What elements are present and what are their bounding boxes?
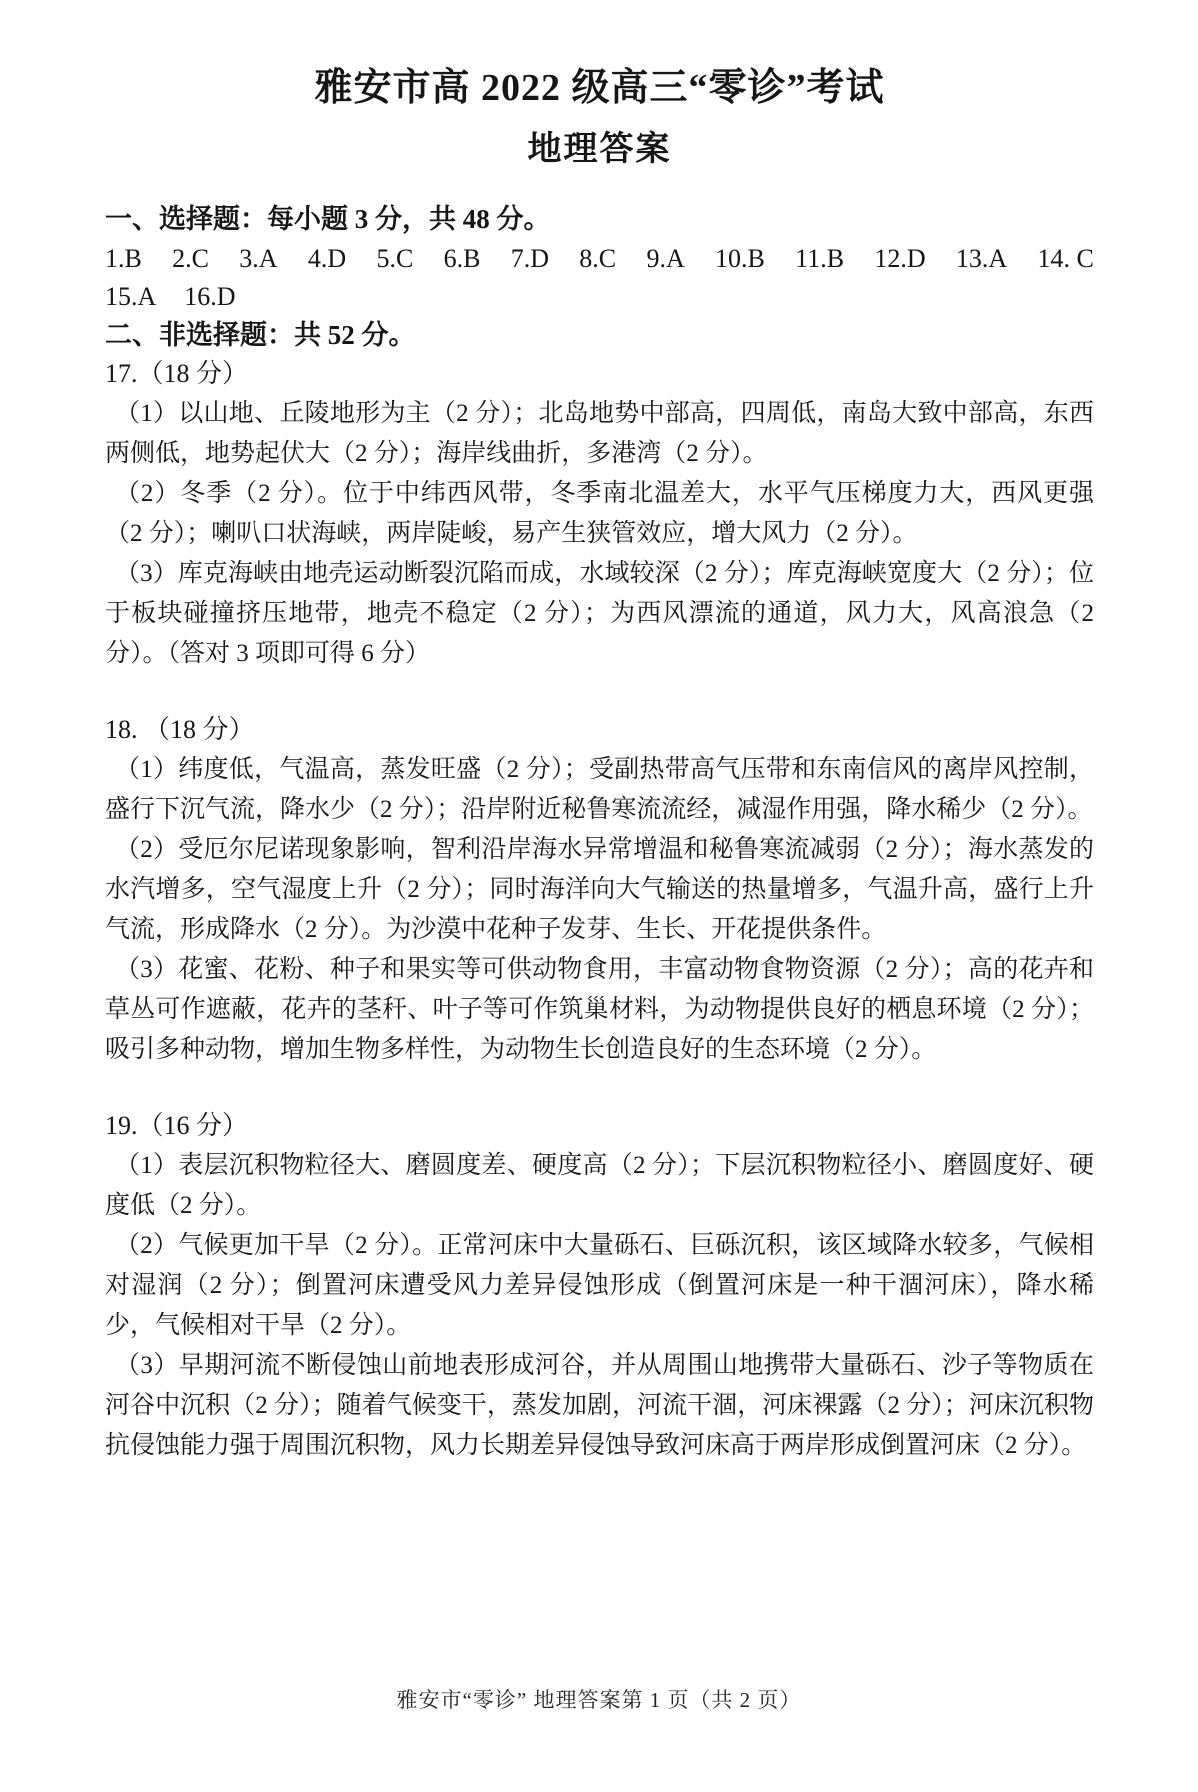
question-17 (105, 354, 1094, 674)
choice-answers-line1 (105, 240, 1094, 278)
question-19 (105, 1106, 1094, 1466)
question-19-number: 19.（16 分） (105, 1111, 249, 1140)
answer-item-13: 13.A (955, 244, 1008, 273)
answer-item-5: 5.C (376, 244, 414, 273)
question-18-part-2: （2）受厄尔尼诺现象影响，智利沿岸海水异常增温和秘鲁寒流减弱（2 分）；海水蒸发的水汽增多，空气湿度上升（2 分）；同时海洋向大气输送的热量增多，气温升高，盛行上升气流，形成降水（2 分）。为沙漠中花种子发芽、生长、开花提供条件。 (105, 836, 1094, 943)
question-19-part-2: （2）气候更加干旱（2 分）。正常河床中大量砾石、巨砾沉积，该区域降水较多，气候相对湿润（2 分）；倒置河床遭受风力差异侵蚀形成（倒置河床是一种干涸河床），降水稀少，气候相对干旱（2 分）。 (105, 1232, 1094, 1339)
nonchoice-section-heading: 二、非选择题：共 52 分。 (105, 320, 416, 350)
answer-item-15: 15.A (105, 282, 157, 311)
answer-item-14: 14. C (1037, 244, 1094, 273)
question-17-part-2: （2）冬季（2 分）。位于中纬西风带，冬季南北温差大，水平气压梯度力大，西风更强（2 分）；喇叭口状海峡，两岸陡峻，易产生狭管效应，增大风力（2 分）。 (105, 480, 1094, 547)
question-17-part-3: （3）库克海峡由地壳运动断裂沉陷而成，水域较深（2 分）；库克海峡宽度大（2 分）；位于板块碰撞挤压地带，地壳不稳定（2 分）；为西风漂流的通道，风力大，风高浪急（2 分）。（答对 3 项即可得 6 分） (105, 560, 1094, 667)
answer-item-11: 11.B (795, 244, 845, 273)
answer-item-12: 12.D (874, 244, 926, 273)
page-footer: 雅安市“零诊” 地理答案第 1 页（共 2 页） (396, 1688, 802, 1712)
choice-section-heading: 一、选择题：每小题 3 分，共 48 分。 (105, 204, 551, 234)
answer-item-2: 2.C (172, 244, 209, 273)
subject-answers-subtitle: 地理答案 (527, 131, 672, 168)
question-17-number: 17.（18 分） (105, 359, 249, 388)
answer-item-10: 10.B (715, 244, 765, 273)
question-18-part-1: （1）纬度低，气温高，蒸发旺盛（2 分）；受副热带高气压带和东南信风的离岸风控制，盛行下沉气流，降水少（2 分）；沿岸附近秘鲁寒流流经，减湿作用强，降水稀少（2 分）。 (105, 756, 1094, 823)
exam-title: 雅安市高 2022 级高三“零诊”考试 (314, 67, 885, 109)
answer-item-8: 8.C (579, 244, 617, 273)
answer-item-1: 1.B (105, 244, 142, 273)
answer-item-6: 6.B (443, 244, 481, 273)
question-19-part-3: （3）早期河流不断侵蚀山前地表形成河谷，并从周围山地携带大量砾石、沙子等物质在河谷中沉积（2 分）；随着气候变干，蒸发加剧，河流干涸，河床裸露（2 分）；河床沉积物抗侵蚀能力强于周围沉积物，风力长期差异侵蚀导致河床高于两岸形成倒置河床（2 分）。 (105, 1352, 1094, 1459)
question-18-part-3: （3）花蜜、花粉、种子和果实等可供动物食用，丰富动物食物资源（2 分）；高的花卉和草丛可作遮蔽，花卉的茎秆、叶子等可作筑巢材料，为动物提供良好的栖息环境（2 分）；吸引多种动物，增加生物多样性，为动物生长创造良好的生态环境（2 分）。 (105, 956, 1094, 1063)
question-18-number: 18. （18 分） (105, 715, 255, 744)
answer-item-16: 16.D (184, 282, 236, 311)
choice-answers-line2 (105, 278, 1094, 316)
question-17-part-1: （1）以山地、丘陵地形为主（2 分）；北岛地势中部高，四周低，南岛大致中部高，东西两侧低，地势起伏大（2 分）；海岸线曲折，多港湾（2 分）。 (105, 400, 1094, 467)
answer-item-4: 4.D (307, 244, 347, 273)
answer-item-3: 3.A (239, 244, 278, 273)
answer-item-9: 9.A (646, 244, 685, 273)
answer-item-7: 7.D (510, 244, 549, 273)
question-19-part-1: （1）表层沉积物粒径大、磨圆度差、硬度高（2 分）；下层沉积物粒径小、磨圆度好、硬度低（2 分）。 (105, 1152, 1094, 1219)
question-18 (105, 710, 1094, 1070)
